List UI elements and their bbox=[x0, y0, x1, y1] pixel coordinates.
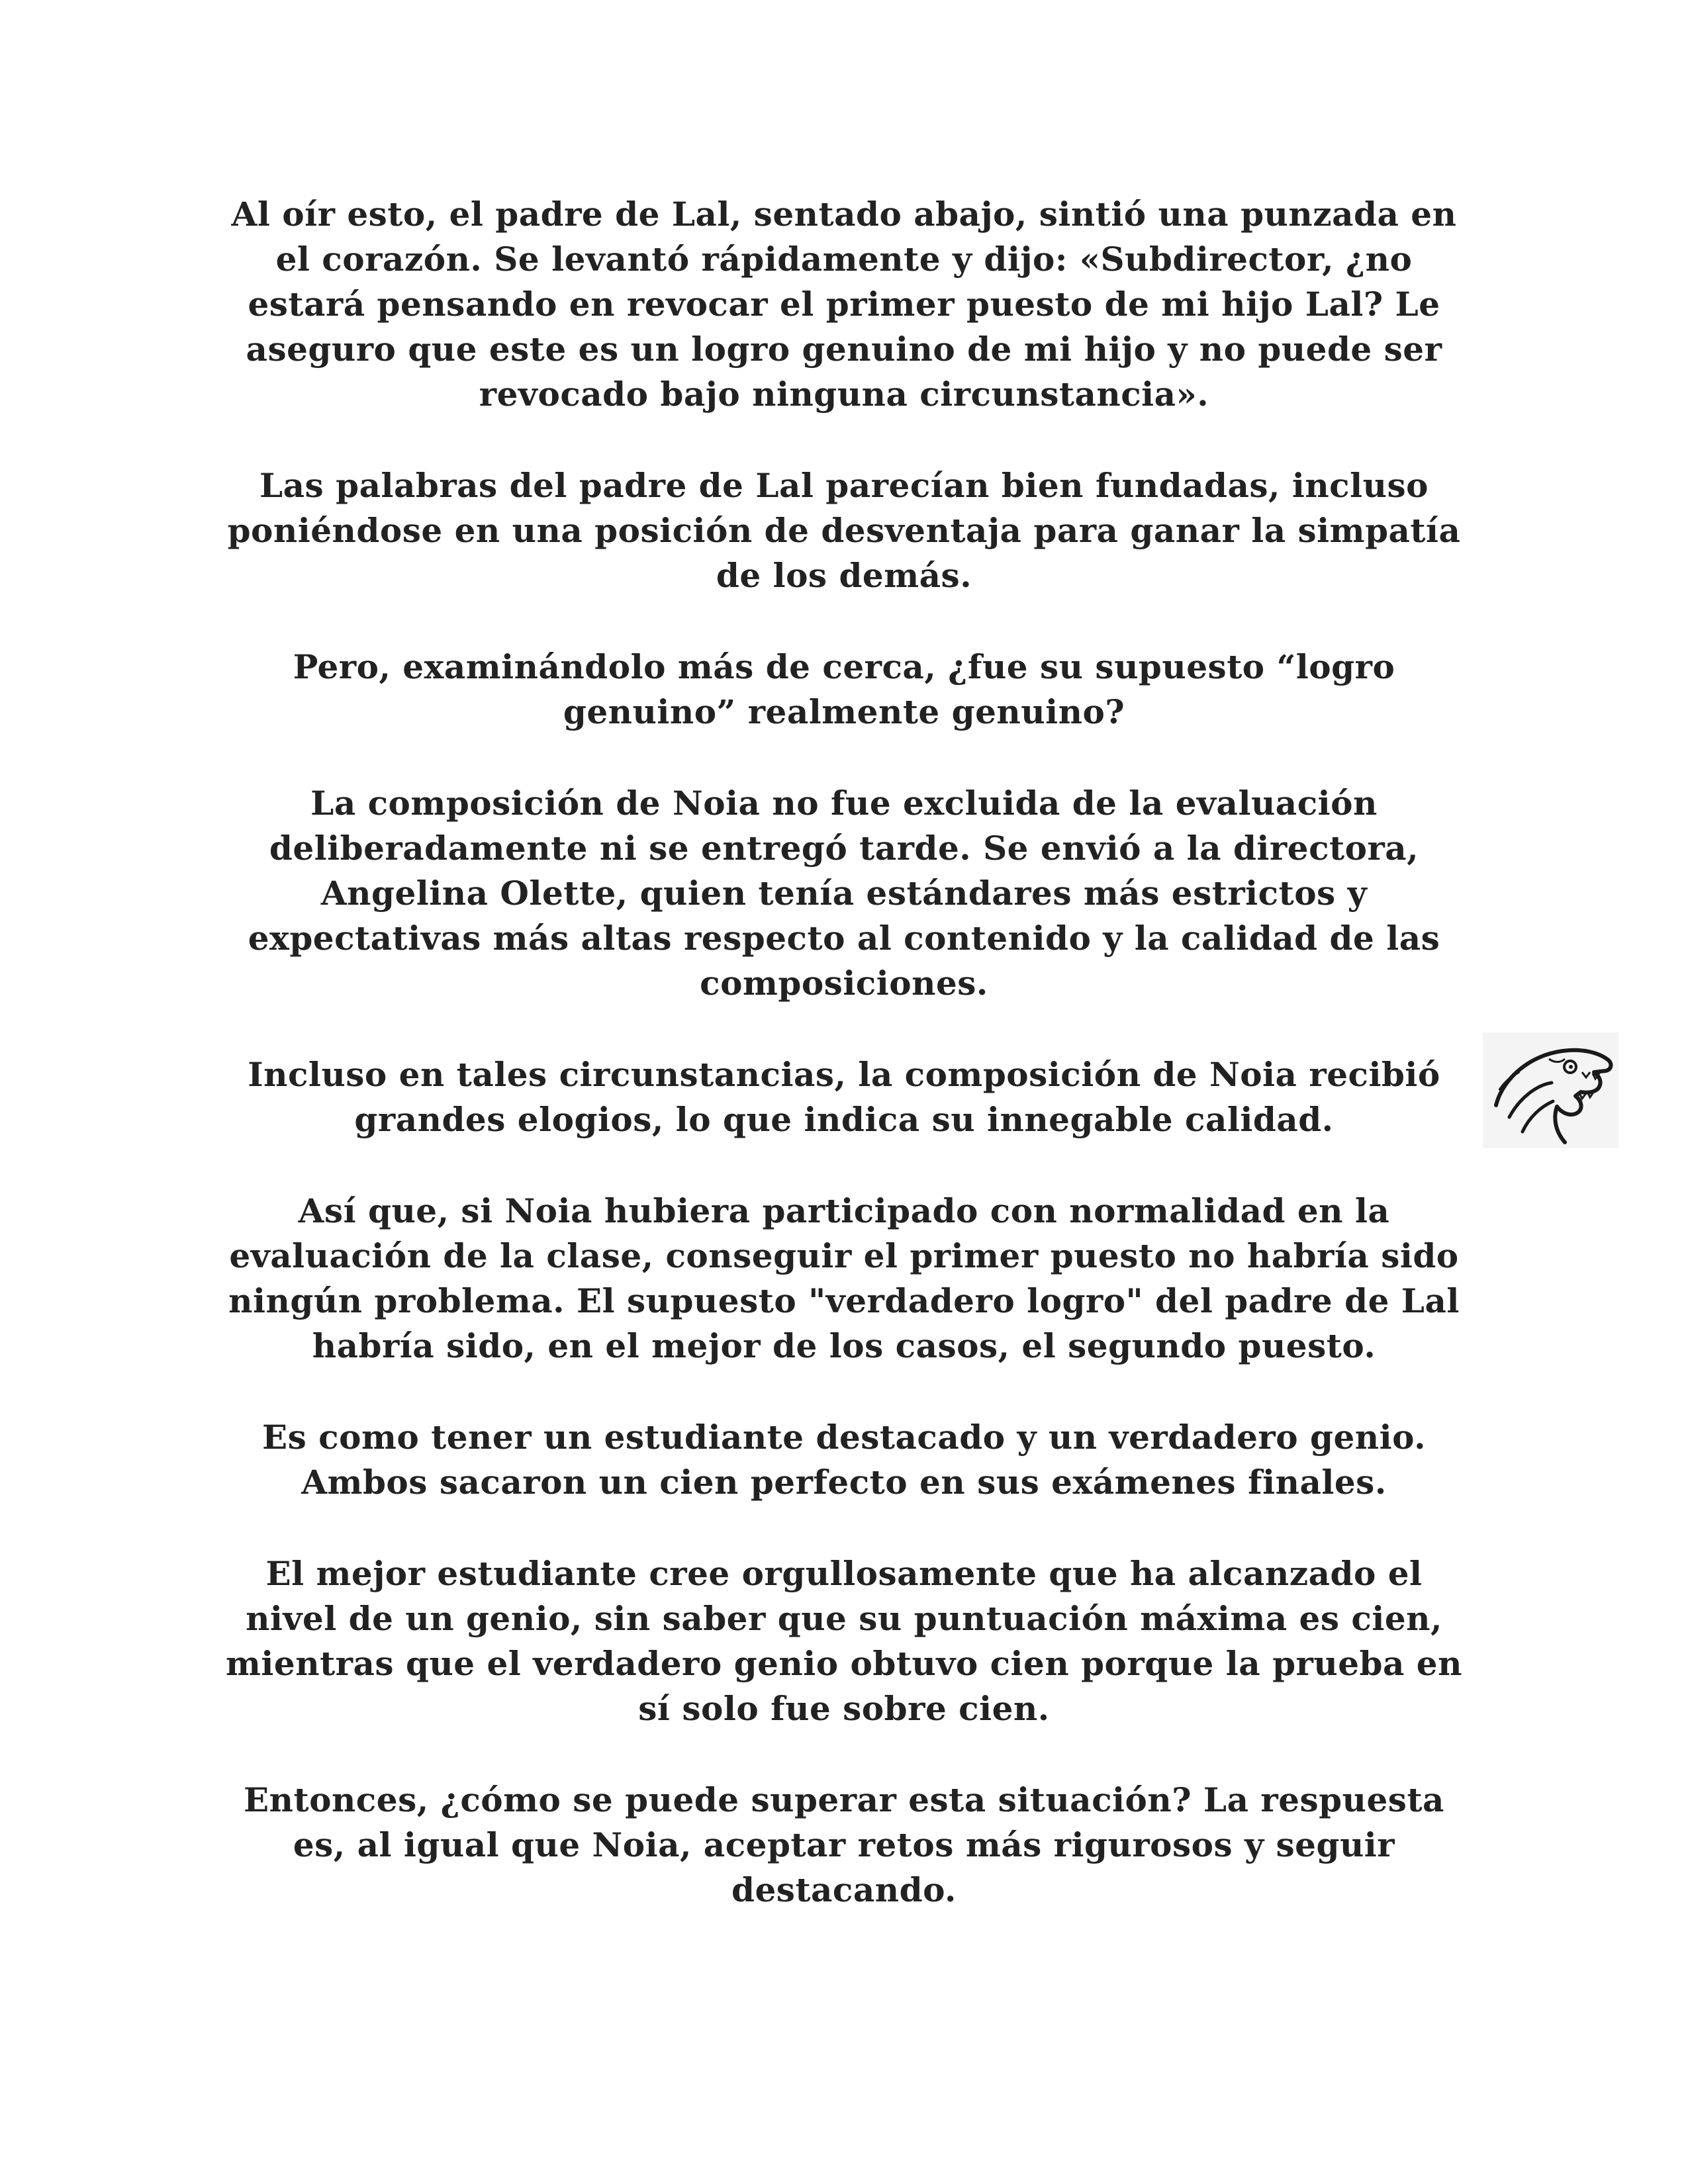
paragraph-3: Pero, examinándolo más de cerca, ¿fue su supuesto “logro genuino” realmente genuino? bbox=[293, 647, 1395, 731]
paragraph-8: El mejor estudiante cree orgullosamente que ha alcanzado el nivel de un genio, sin saber que su puntuación máxima es cien, mientras que el verdadero genio obtuvo cien porque la prueba en sí solo fue sobre cien. bbox=[226, 1554, 1462, 1728]
paragraph-4: La composición de Noia no fue excluida de la evaluación deliberadamente ni se entregó tarde. Se envió a la directora, Angelina Olette, quien tenía estándares más estrictos y expectativas más altas respecto al contenido y la calidad de las composiciones. bbox=[248, 784, 1440, 1003]
paragraph-5: Incluso en tales circunstancias, la composición de Noia recibió grandes elogios, lo que indica su innegable calidad. bbox=[248, 1055, 1440, 1139]
paragraph-7: Es como tener un estudiante destacado y un verdadero genio. Ambos sacaron un cien perfecto en sus exámenes finales. bbox=[262, 1418, 1426, 1502]
dinosaur-head-icon bbox=[1483, 1032, 1618, 1148]
paragraph-6: Así que, si Noia hubiera participado con normalidad en la evaluación de la clase, conseguir el primer puesto no habría sido ningún problema. El supuesto "verdadero logro" del padre de Lal habría sido, en el mejor de los casos, el segundo puesto. bbox=[228, 1191, 1460, 1365]
paragraph-2: Las palabras del padre de Lal parecían bien fundadas, incluso poniéndose en una posición de desventaja para ganar la simpatía de los demás. bbox=[227, 466, 1461, 595]
text-body bbox=[225, 192, 1463, 1959]
paragraph-9: Entonces, ¿cómo se puede superar esta situación? La respuesta es, al igual que Noia, aceptar retos más rigurosos y seguir destacando. bbox=[244, 1780, 1444, 1909]
paragraph-1: Al oír esto, el padre de Lal, sentado abajo, sintió una punzada en el corazón. Se levantó rápidamente y dijo: «Subdirector, ¿no estará pensando en revocar el primer puesto de mi hijo Lal? Le aseguro que este es un logro genuino de mi hijo y no puede ser revocado bajo ninguna circunstancia». bbox=[231, 195, 1457, 414]
